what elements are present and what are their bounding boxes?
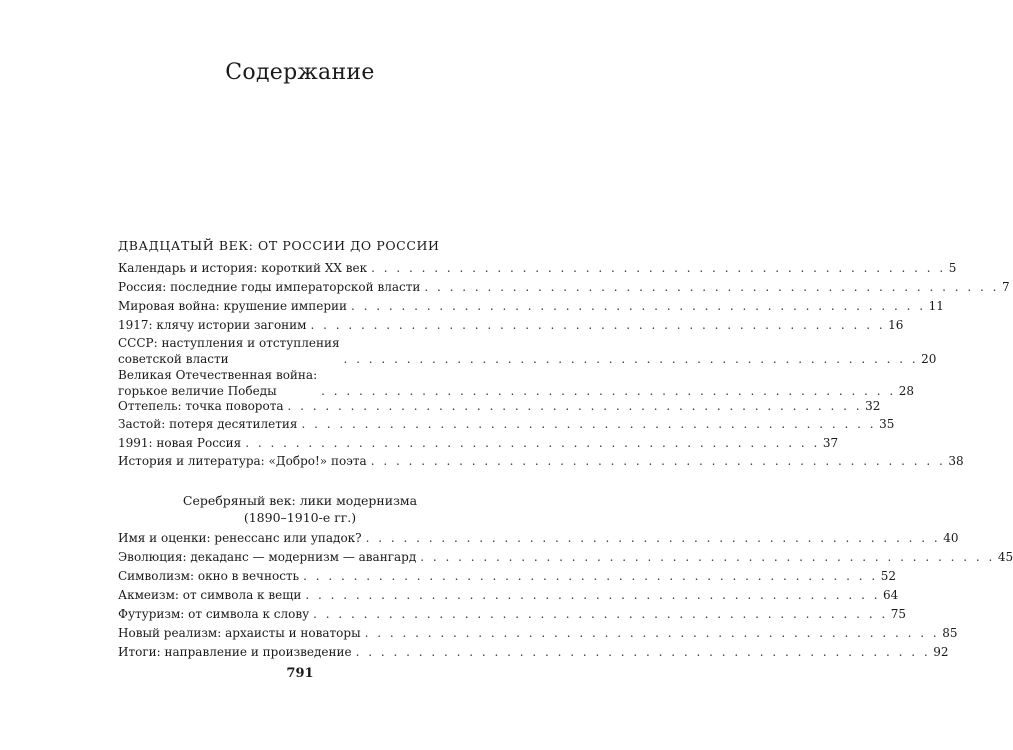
leader-dots: . . . . . . . . . . . . . . . . . . . . . . . . . . . . . . . . . . . . . . . . . . . . . . bbox=[287, 399, 863, 413]
leader-dots: . . . . . . . . . . . . . . . . . . . . . . . . . . . . . . . . . . . . . . . . . . . . . . bbox=[370, 454, 946, 468]
toc-entry bbox=[118, 587, 899, 603]
toc-entry-title: Символизм: окно в вечность bbox=[118, 569, 300, 583]
toc-entry bbox=[118, 335, 937, 367]
toc-entry bbox=[118, 260, 957, 276]
leader-dots: . . . . . . . . . . . . . . . . . . . . . . . . . . . . . . . . . . . . . . . . . . . . . . bbox=[365, 531, 941, 545]
toc-entry-page: 20 bbox=[921, 352, 937, 366]
page-number: 791 bbox=[286, 666, 314, 681]
toc-entry-title: Оттепель: точка поворота bbox=[118, 399, 284, 413]
leader-dots: . . . . . . . . . . . . . . . . . . . . . . . . . . . . . . . . . . . . . . . . . . . . . . bbox=[343, 352, 919, 366]
toc-entry bbox=[118, 453, 964, 469]
leader-dots: . . . . . . . . . . . . . . . . . . . . . . . . . . . . . . . . . . . . . . . . . . . . . . bbox=[424, 280, 999, 294]
toc-entry-page: 85 bbox=[942, 626, 958, 640]
toc-entry-title: Эволюция: декаданс — модернизм — авангард bbox=[118, 550, 417, 564]
toc-entry bbox=[118, 416, 895, 432]
leader-dots: . . . . . . . . . . . . . . . . . . . . . . . . . . . . . . . . . . . . . . . . . . . . . . bbox=[313, 607, 888, 621]
toc-entry-title: Итоги: направление и произведение bbox=[118, 645, 352, 659]
toc-entry-title-line1: СССР: наступления и отступления bbox=[118, 336, 340, 350]
toc-entry bbox=[118, 279, 1010, 295]
leader-dots: . . . . . . . . . . . . . . . . . . . . . . . . . . . . . . . . . . . . . . . . . . . . . . bbox=[364, 626, 940, 640]
part-heading: ДВАДЦАТЫЙ ВЕК: ОТ РОССИИ ДО РОССИИ bbox=[118, 238, 440, 253]
leader-dots: . . . . . . . . . . . . . . . . . . . . . . . . . . . . . . . . . . . . . . . . . . . . . . bbox=[351, 299, 926, 313]
toc-entry-title: История и литература: «Добро!» поэта bbox=[118, 454, 367, 468]
toc-entry-title: Акмеизм: от символа к вещи bbox=[118, 588, 302, 602]
toc-entry-title: Застой: потеря десятилетия bbox=[118, 417, 298, 431]
leader-dots: . . . . . . . . . . . . . . . . . . . . . . . . . . . . . . . . . . . . . . . . . . . . . . bbox=[310, 318, 886, 332]
toc-entry-title-line2: горькое величие Победы bbox=[118, 384, 277, 398]
toc-entry-title: Россия: последние годы императорской власти bbox=[118, 280, 421, 294]
toc-entry-page: 5 bbox=[948, 261, 957, 275]
toc-entry bbox=[118, 298, 944, 314]
leader-dots: . . . . . . . . . . . . . . . . . . . . . . . . . . . . . . . . . . . . . . . . . . . . . . bbox=[305, 588, 881, 602]
toc-entry-page: 28 bbox=[898, 384, 915, 398]
leader-dots: . . . . . . . . . . . . . . . . . . . . . . . . . . . . . . . . . . . . . . . . . . . . . . bbox=[355, 645, 931, 659]
toc-entry-page: 75 bbox=[890, 607, 907, 621]
toc-entry-page: 16 bbox=[888, 318, 904, 332]
toc-entry bbox=[118, 367, 915, 399]
toc-entry-title-line1: Великая Отечественная война: bbox=[118, 368, 318, 382]
toc-entry-page: 11 bbox=[928, 299, 944, 313]
leader-dots: . . . . . . . . . . . . . . . . . . . . . . . . . . . . . . . . . . . . . . . . . . . . . . bbox=[371, 261, 946, 275]
toc-entry bbox=[118, 317, 904, 333]
toc-entry-page: 64 bbox=[883, 588, 899, 602]
toc-entry bbox=[118, 398, 881, 414]
toc-entry bbox=[118, 606, 907, 622]
toc-entry-title: Футуризм: от символа к слову bbox=[118, 607, 310, 621]
page-title: Содержание bbox=[225, 60, 375, 85]
toc-entry-title-line2: советской власти bbox=[118, 352, 229, 366]
toc-entry bbox=[118, 625, 958, 641]
toc-entry-title: Мировая война: крушение империи bbox=[118, 299, 347, 313]
toc-entry-page: 40 bbox=[943, 531, 959, 545]
toc-entry bbox=[118, 530, 959, 546]
toc-entry-title: 1991: новая Россия bbox=[118, 436, 242, 450]
toc-entry-page: 35 bbox=[879, 417, 895, 431]
toc-entry-title: Имя и оценки: ренессанс или упадок? bbox=[118, 531, 362, 545]
toc-entry-page: 32 bbox=[865, 399, 881, 413]
toc-entry-page: 7 bbox=[1002, 280, 1010, 294]
toc-entry bbox=[118, 568, 896, 584]
toc-entry-page: 45 bbox=[997, 550, 1013, 564]
toc-entry bbox=[118, 549, 1013, 565]
leader-dots: . . . . . . . . . . . . . . . . . . . . . . . . . . . . . . . . . . . . . . . . . . . . . . bbox=[301, 417, 877, 431]
section-heading-line2: (1890–1910-е гг.) bbox=[243, 510, 357, 525]
section-heading-line1: Серебряный век: лики модернизма bbox=[182, 493, 418, 508]
leader-dots: . . . . . . . . . . . . . . . . . . . . . . . . . . . . . . . . . . . . . . . . . . . . . . bbox=[420, 550, 995, 564]
leader-dots: . . . . . . . . . . . . . . . . . . . . . . . . . . . . . . . . . . . . . . . . . . . . . . bbox=[245, 436, 820, 450]
toc-entry-page: 52 bbox=[880, 569, 896, 583]
toc-entry-title: Календарь и история: короткий XX век bbox=[118, 261, 368, 275]
toc-entry-page: 38 bbox=[948, 454, 964, 468]
leader-dots: . . . . . . . . . . . . . . . . . . . . . . . . . . . . . . . . . . . . . . . . . . . . . . bbox=[303, 569, 878, 583]
toc-entry bbox=[118, 435, 839, 451]
toc-entry bbox=[118, 644, 949, 660]
toc-entry-page: 37 bbox=[822, 436, 839, 450]
toc-entry-title: 1917: клячу истории загоним bbox=[118, 318, 307, 332]
toc-entry-page: 92 bbox=[933, 645, 949, 659]
toc-entry-title: Новый реализм: архаисты и новаторы bbox=[118, 626, 361, 640]
leader-dots: . . . . . . . . . . . . . . . . . . . . . . . . . . . . . . . . . . . . . . . . . . . . . . bbox=[321, 384, 896, 398]
